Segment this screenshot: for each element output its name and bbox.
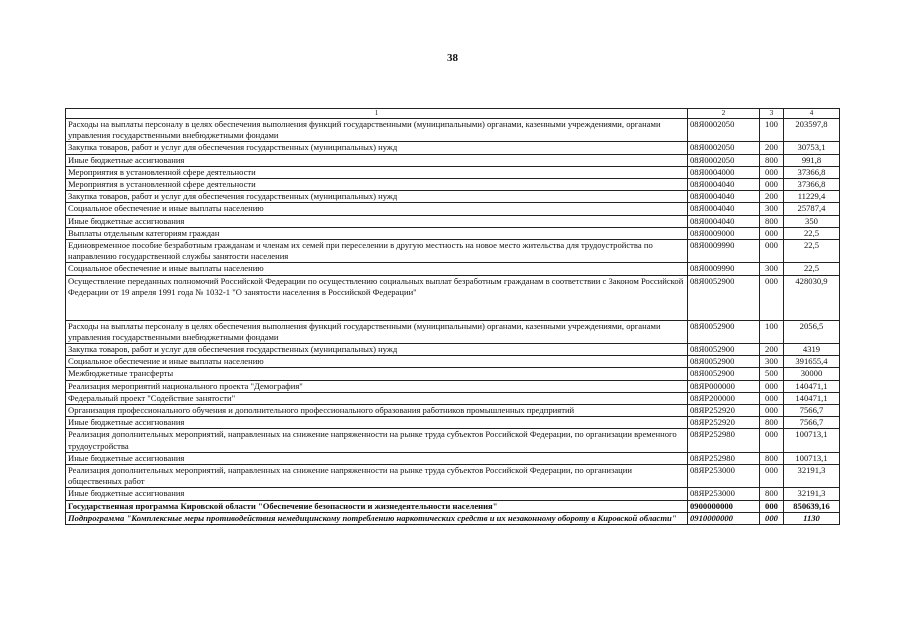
table-row xyxy=(66,368,840,380)
row-expense-type: 000 xyxy=(760,227,784,239)
table-row xyxy=(66,452,840,464)
row-code: 08Я0004000 xyxy=(688,166,760,178)
row-expense-type: 000 xyxy=(760,179,784,191)
row-expense-type: 200 xyxy=(760,142,784,154)
row-sum: 2056,5 xyxy=(784,320,840,343)
row-name: Расходы на выплаты персоналу в целях обеспечения выполнения функций государственными (муниципальными) органами, казенными учреждениями, органами управления государственными внебюджетными фондами xyxy=(66,320,688,343)
row-sum: 11229,4 xyxy=(784,191,840,203)
row-name: Иные бюджетные ассигнования xyxy=(66,452,688,464)
row-expense-type: 000 xyxy=(760,512,784,524)
row-expense-type: 200 xyxy=(760,191,784,203)
row-sum: 391655,4 xyxy=(784,356,840,368)
row-name: Иные бюджетные ассигнования xyxy=(66,154,688,166)
row-expense-type: 800 xyxy=(760,215,784,227)
table-row xyxy=(66,500,840,512)
table-row xyxy=(66,191,840,203)
row-code: 08Я0002050 xyxy=(688,154,760,166)
table-row xyxy=(66,344,840,356)
row-code: 08Я0004040 xyxy=(688,179,760,191)
row-name: Закупка товаров, работ и услуг для обеспечения государственных (муниципальных) нужд xyxy=(66,344,688,356)
header-col-code: 2 xyxy=(688,109,760,119)
page-number: 38 xyxy=(447,52,458,64)
row-code: 08Я0004040 xyxy=(688,203,760,215)
row-sum: 100713,1 xyxy=(784,452,840,464)
row-sum: 203597,8 xyxy=(784,119,840,142)
row-expense-type: 800 xyxy=(760,452,784,464)
row-expense-type: 500 xyxy=(760,368,784,380)
row-sum: 1130 xyxy=(784,512,840,524)
row-expense-type: 000 xyxy=(760,392,784,404)
row-name: Выплаты отдельным категориям граждан xyxy=(66,227,688,239)
row-sum: 22,5 xyxy=(784,263,840,275)
table-row xyxy=(66,166,840,178)
table-row xyxy=(66,203,840,215)
row-name: Закупка товаров, работ и услуг для обеспечения государственных (муниципальных) нужд xyxy=(66,191,688,203)
table-row xyxy=(66,380,840,392)
row-name: Организация профессионального обучения и дополнительного профессионального образования работников промышленных предприятий xyxy=(66,405,688,417)
row-sum: 4319 xyxy=(784,344,840,356)
row-expense-type: 000 xyxy=(760,275,784,320)
table-row xyxy=(66,320,840,343)
table-row xyxy=(66,119,840,142)
row-name: Иные бюджетные ассигнования xyxy=(66,215,688,227)
row-name: Реализация дополнительных мероприятий, направленных на снижение напряженности на рынке труда субъектов Российской Федерации, по организации временного трудоустройства xyxy=(66,429,688,452)
row-sum: 32191,3 xyxy=(784,465,840,488)
header-col-name: 1 xyxy=(66,109,688,119)
row-expense-type: 000 xyxy=(760,500,784,512)
row-sum: 850639,16 xyxy=(784,500,840,512)
row-name: Межбюджетные трансферты xyxy=(66,368,688,380)
row-name: Подпрограмма "Комплексные меры противодействия немедицинскому потреблению наркотических средств и их незаконному обороту в Кировской области" xyxy=(66,512,688,524)
table-header xyxy=(66,109,840,119)
header-col-type: 3 xyxy=(760,109,784,119)
table-row xyxy=(66,392,840,404)
table-row xyxy=(66,512,840,524)
row-expense-type: 000 xyxy=(760,405,784,417)
row-code: 08ЯР252920 xyxy=(688,417,760,429)
table-row xyxy=(66,488,840,500)
table-row xyxy=(66,465,840,488)
row-name: Мероприятия в установленной сфере деятельности xyxy=(66,179,688,191)
row-code: 08ЯР200000 xyxy=(688,392,760,404)
row-code: 08Я0004040 xyxy=(688,215,760,227)
row-code: 08Я0002050 xyxy=(688,119,760,142)
row-code: 0910000000 xyxy=(688,512,760,524)
row-expense-type: 000 xyxy=(760,380,784,392)
row-code: 08Я0009000 xyxy=(688,227,760,239)
row-sum: 22,5 xyxy=(784,240,840,263)
row-code: 08ЯР000000 xyxy=(688,380,760,392)
row-expense-type: 800 xyxy=(760,417,784,429)
row-expense-type: 800 xyxy=(760,154,784,166)
row-name: Федеральный проект "Содействие занятости" xyxy=(66,392,688,404)
row-code: 08Я0052900 xyxy=(688,320,760,343)
row-sum: 100713,1 xyxy=(784,429,840,452)
row-expense-type: 300 xyxy=(760,263,784,275)
row-name: Осуществление переданных полномочий Российской Федерации по осуществлению социальных выплат безработным гражданам в соответствии с Законом Российской Федерации от 19 апреля 1991 года № 1032-1 "О занятости населения в Российской Федерации" xyxy=(66,275,688,320)
row-sum: 350 xyxy=(784,215,840,227)
table-row xyxy=(66,142,840,154)
row-code: 08ЯР252980 xyxy=(688,429,760,452)
row-expense-type: 300 xyxy=(760,356,784,368)
table-body xyxy=(66,119,840,525)
row-name: Государственная программа Кировской области "Обеспечение безопасности и жизнедеятельности населения" xyxy=(66,500,688,512)
table-row xyxy=(66,429,840,452)
row-sum: 37366,8 xyxy=(784,179,840,191)
row-sum: 37366,8 xyxy=(784,166,840,178)
row-name: Иные бюджетные ассигнования xyxy=(66,417,688,429)
table-row xyxy=(66,154,840,166)
row-expense-type: 000 xyxy=(760,429,784,452)
row-code: 08Я0052900 xyxy=(688,368,760,380)
table-row xyxy=(66,356,840,368)
row-expense-type: 100 xyxy=(760,320,784,343)
row-code: 08Я0052900 xyxy=(688,275,760,320)
table-row xyxy=(66,240,840,263)
row-expense-type: 800 xyxy=(760,488,784,500)
row-code: 08Я0002050 xyxy=(688,142,760,154)
budget-table xyxy=(65,108,840,525)
row-name: Социальное обеспечение и иные выплаты населению xyxy=(66,356,688,368)
row-name: Расходы на выплаты персоналу в целях обеспечения выполнения функций государственными (муниципальными) органами, казенными учреждениями, органами управления государственными внебюджетными фондами xyxy=(66,119,688,142)
row-sum: 7566,7 xyxy=(784,405,840,417)
table-row xyxy=(66,227,840,239)
row-expense-type: 000 xyxy=(760,240,784,263)
row-code: 08ЯР252920 xyxy=(688,405,760,417)
header-col-sum: 4 xyxy=(784,109,840,119)
row-code: 08ЯР253000 xyxy=(688,488,760,500)
row-sum: 32191,3 xyxy=(784,488,840,500)
row-sum: 140471,1 xyxy=(784,380,840,392)
row-code: 08Я0052900 xyxy=(688,344,760,356)
row-name: Закупка товаров, работ и услуг для обеспечения государственных (муниципальных) нужд xyxy=(66,142,688,154)
row-code: 0900000000 xyxy=(688,500,760,512)
row-sum: 140471,1 xyxy=(784,392,840,404)
row-code: 08Я0009990 xyxy=(688,263,760,275)
row-name: Реализация дополнительных мероприятий, направленных на снижение напряженности на рынке труда субъектов Российской Федерации, по организации общественных работ xyxy=(66,465,688,488)
row-code: 08ЯР252980 xyxy=(688,452,760,464)
row-name: Единовременное пособие безработным гражданам и членам их семей при переселении в другую местность на новое место жительства для трудоустройства по направлению государственной службы занятости населения xyxy=(66,240,688,263)
row-expense-type: 000 xyxy=(760,166,784,178)
row-sum: 25787,4 xyxy=(784,203,840,215)
table-row xyxy=(66,275,840,320)
table-row xyxy=(66,417,840,429)
row-sum: 30000 xyxy=(784,368,840,380)
row-expense-type: 200 xyxy=(760,344,784,356)
row-code: 08Я0004040 xyxy=(688,191,760,203)
row-name: Социальное обеспечение и иные выплаты населению xyxy=(66,203,688,215)
table-row xyxy=(66,405,840,417)
row-sum: 22,5 xyxy=(784,227,840,239)
row-expense-type: 000 xyxy=(760,465,784,488)
row-sum: 428030,9 xyxy=(784,275,840,320)
row-expense-type: 300 xyxy=(760,203,784,215)
row-code: 08Я0009990 xyxy=(688,240,760,263)
table-row xyxy=(66,215,840,227)
table-row xyxy=(66,179,840,191)
row-name: Реализация мероприятий национального проекта "Демография" xyxy=(66,380,688,392)
row-name: Иные бюджетные ассигнования xyxy=(66,488,688,500)
row-code: 08Я0052900 xyxy=(688,356,760,368)
row-name: Мероприятия в установленной сфере деятельности xyxy=(66,166,688,178)
row-sum: 7566,7 xyxy=(784,417,840,429)
row-name: Социальное обеспечение и иные выплаты населению xyxy=(66,263,688,275)
row-expense-type: 100 xyxy=(760,119,784,142)
table-row xyxy=(66,263,840,275)
row-sum: 991,8 xyxy=(784,154,840,166)
header-row xyxy=(66,109,840,119)
row-sum: 30753,1 xyxy=(784,142,840,154)
row-code: 08ЯР253000 xyxy=(688,465,760,488)
